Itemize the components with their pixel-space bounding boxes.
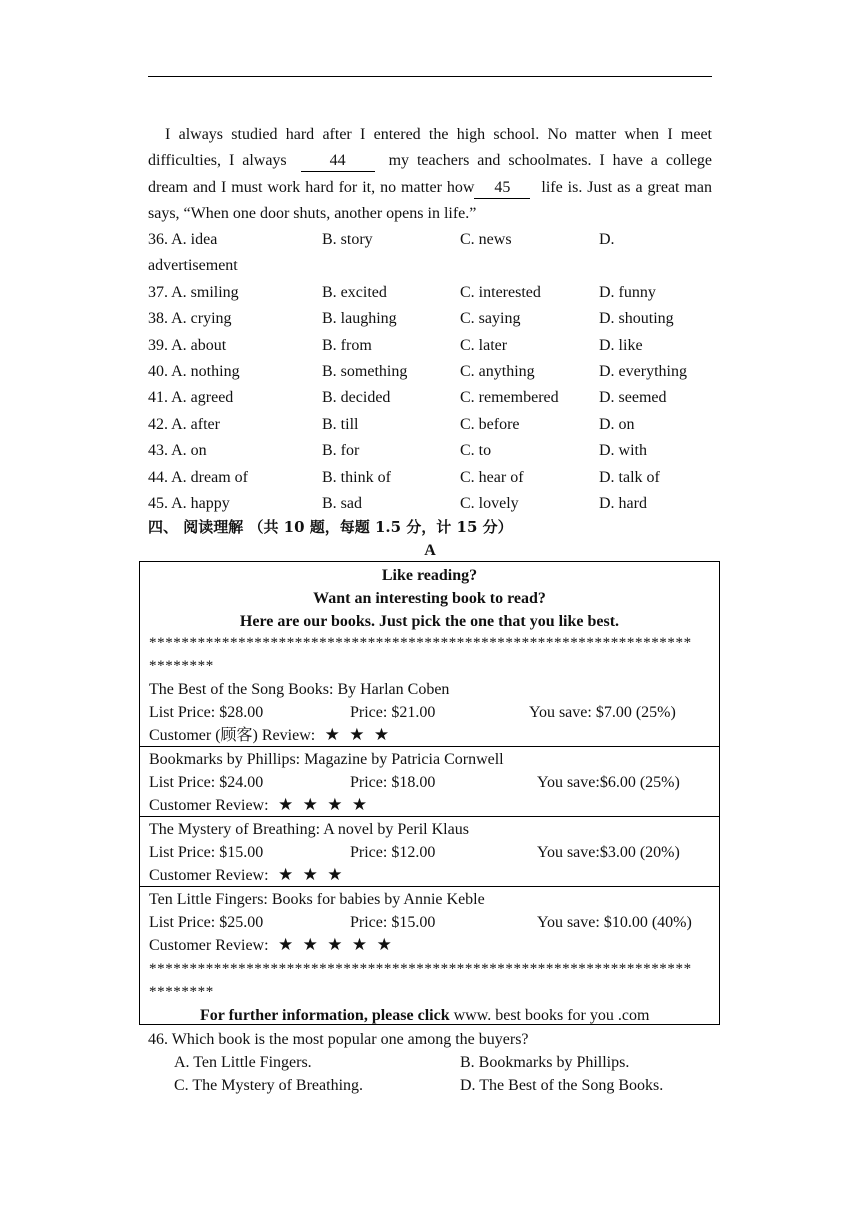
book-title: The Mystery of Breathing: A novel by Peril Klaus xyxy=(149,821,469,838)
option-c: C. interested xyxy=(460,283,541,301)
list-price: List Price: $25.00 xyxy=(149,914,264,931)
option-b: B. sad xyxy=(322,495,362,512)
option-d: D. hard xyxy=(599,495,647,512)
star-icon: ★ xyxy=(343,725,365,745)
blank-45: 45 xyxy=(474,178,530,199)
q46-option-a: A. Ten Little Fingers. xyxy=(174,1054,312,1071)
list-price: List Price: $15.00 xyxy=(149,844,264,861)
cloze-question-row xyxy=(148,385,728,411)
option-a: 43. A. on xyxy=(148,442,207,460)
star-icon: ★ xyxy=(297,795,318,815)
option-a: 45. A. happy xyxy=(148,495,230,512)
option-a: 39. A. about xyxy=(148,336,227,354)
option-d: D. xyxy=(599,231,615,248)
question-46-stem: 46. Which book is the most popular one among the buyers? xyxy=(148,1031,529,1048)
option-b: B. story xyxy=(322,231,373,248)
option-b: B. excited xyxy=(322,283,387,301)
star-icon: ★ xyxy=(272,795,294,815)
option-c: C. saying xyxy=(460,310,521,328)
star-icon: ★ xyxy=(297,865,318,885)
cloze-question-row xyxy=(148,280,728,306)
book-divider xyxy=(140,816,719,817)
paragraph-text-3: life is. Just as a great man says, “When one door shuts, another opens in life.” xyxy=(148,178,713,223)
cloze-question-row xyxy=(148,227,728,253)
cloze-question-row xyxy=(148,306,728,332)
star-icon: ★ xyxy=(346,795,368,815)
book-title: Bookmarks by Phillips: Magazine by Patricia Cornwell xyxy=(149,751,504,768)
option-b: B. decided xyxy=(322,389,391,407)
section-heading: 四、 阅读理解 （共 10 题，每题 1.5 分，计 15 分） xyxy=(148,518,513,536)
asterisk-divider-bottom-cont: ******** xyxy=(149,984,214,1000)
option-c: C. hear of xyxy=(460,468,524,486)
ad-headline-3: Here are our books. Just pick the one that you like best. xyxy=(239,613,620,630)
option-b: B. laughing xyxy=(322,310,397,328)
option-c: C. before xyxy=(460,415,520,433)
book-divider xyxy=(140,746,719,747)
cloze-paragraph xyxy=(148,122,712,228)
star-icon: ★ xyxy=(272,865,294,885)
book-divider xyxy=(140,886,719,887)
you-save: You save: $7.00 (25%) xyxy=(529,704,676,721)
option-c: C. anything xyxy=(460,363,535,380)
ad-headline-1: Like reading? xyxy=(381,567,478,584)
option-a: 36. A. idea xyxy=(148,231,218,248)
star-icon: ★ xyxy=(321,795,343,815)
star-icon: ★ xyxy=(368,725,390,745)
option-a: 44. A. dream of xyxy=(148,468,248,486)
blank-44: 44 xyxy=(301,151,375,172)
sale-price: Price: $12.00 xyxy=(350,844,436,861)
book-title: Ten Little Fingers: Books for babies by Annie Keble xyxy=(149,891,485,908)
passage-label: A xyxy=(424,542,436,559)
list-price: List Price: $24.00 xyxy=(149,774,264,791)
customer-review xyxy=(149,724,389,747)
asterisk-divider-cont: ******** xyxy=(149,658,214,674)
star-icon: ★ xyxy=(319,725,340,745)
option-b: B. till xyxy=(322,415,359,433)
sale-price: Price: $18.00 xyxy=(350,774,436,791)
book-advertisement-box xyxy=(139,561,720,1025)
cloze-question-row xyxy=(148,253,728,279)
q46-option-d: D. The Best of the Song Books. xyxy=(460,1077,664,1094)
option-a: 38. A. crying xyxy=(148,310,232,328)
cloze-question-row xyxy=(148,333,728,359)
book-title: The Best of the Song Books: By Harlan Coben xyxy=(149,681,450,698)
cloze-question-row xyxy=(148,359,728,385)
star-icon: ★ xyxy=(321,865,343,885)
paragraph-text-2: my teachers and schoolmates. I have a college dream and I must work hard for it, no matter how xyxy=(148,152,713,196)
star-icon: ★ xyxy=(371,935,392,955)
option-c: C. lovely xyxy=(460,495,519,512)
option-b: B. for xyxy=(322,442,360,460)
customer-review xyxy=(149,864,343,887)
option-d: D. everything xyxy=(599,363,687,380)
paragraph-text-1: I always studied hard after I entered the high school. No matter when I meet difficulties, I always xyxy=(148,126,712,170)
option-a: 41. A. agreed xyxy=(148,389,234,407)
you-save: You save: $10.00 (40%) xyxy=(537,914,692,931)
sale-price: Price: $21.00 xyxy=(350,704,436,721)
option-d: D. funny xyxy=(599,283,656,301)
star-icon: ★ xyxy=(346,935,368,955)
star-icon: ★ xyxy=(272,935,294,955)
option-d: D. like xyxy=(599,336,643,354)
option-a: 40. A. nothing xyxy=(148,363,240,380)
option-b: B. from xyxy=(322,336,372,354)
footer-text: For further information, please click xyxy=(200,1007,450,1024)
q46-option-c: C. The Mystery of Breathing. xyxy=(174,1077,364,1094)
option-c: C. remembered xyxy=(460,389,559,407)
option-c: C. to xyxy=(460,442,492,460)
option-d: D. talk of xyxy=(599,468,660,486)
option-d: D. with xyxy=(599,442,647,460)
cloze-question-row xyxy=(148,438,728,464)
asterisk-divider-bottom: ******************************************************************* xyxy=(149,961,692,977)
asterisk-divider: ******************************************************************* xyxy=(149,635,692,651)
option-d: D. shouting xyxy=(599,310,674,328)
review-label: Customer Review: xyxy=(149,937,269,954)
list-price: List Price: $28.00 xyxy=(149,704,264,721)
ad-headline-2: Want an interesting book to read? xyxy=(313,590,546,607)
option-b: B. think of xyxy=(322,468,391,486)
you-save: You save:$6.00 (25%) xyxy=(537,774,680,791)
option-d: D. seemed xyxy=(599,389,667,407)
sale-price: Price: $15.00 xyxy=(350,914,436,931)
option-a: advertisement xyxy=(148,257,238,275)
review-label: Customer (顾客) Review: xyxy=(149,727,316,744)
header-rule xyxy=(148,76,712,77)
option-d: D. on xyxy=(599,415,635,433)
option-c: C. news xyxy=(460,231,512,248)
customer-review xyxy=(149,794,367,817)
customer-review xyxy=(149,934,392,957)
footer-link[interactable]: www. best books for you .com xyxy=(453,1007,650,1024)
option-c: C. later xyxy=(460,336,508,354)
option-a: 37. A. smiling xyxy=(148,283,239,301)
option-a: 42. A. after xyxy=(148,415,220,433)
option-b: B. something xyxy=(322,363,408,380)
you-save: You save:$3.00 (20%) xyxy=(537,844,680,861)
ad-footer xyxy=(200,1004,649,1027)
review-label: Customer Review: xyxy=(149,797,269,814)
cloze-question-row xyxy=(148,465,728,491)
q46-option-b: B. Bookmarks by Phillips. xyxy=(460,1054,630,1071)
star-icon: ★ xyxy=(321,935,343,955)
star-icon: ★ xyxy=(297,935,318,955)
cloze-question-row xyxy=(148,412,728,438)
review-label: Customer Review: xyxy=(149,867,269,884)
